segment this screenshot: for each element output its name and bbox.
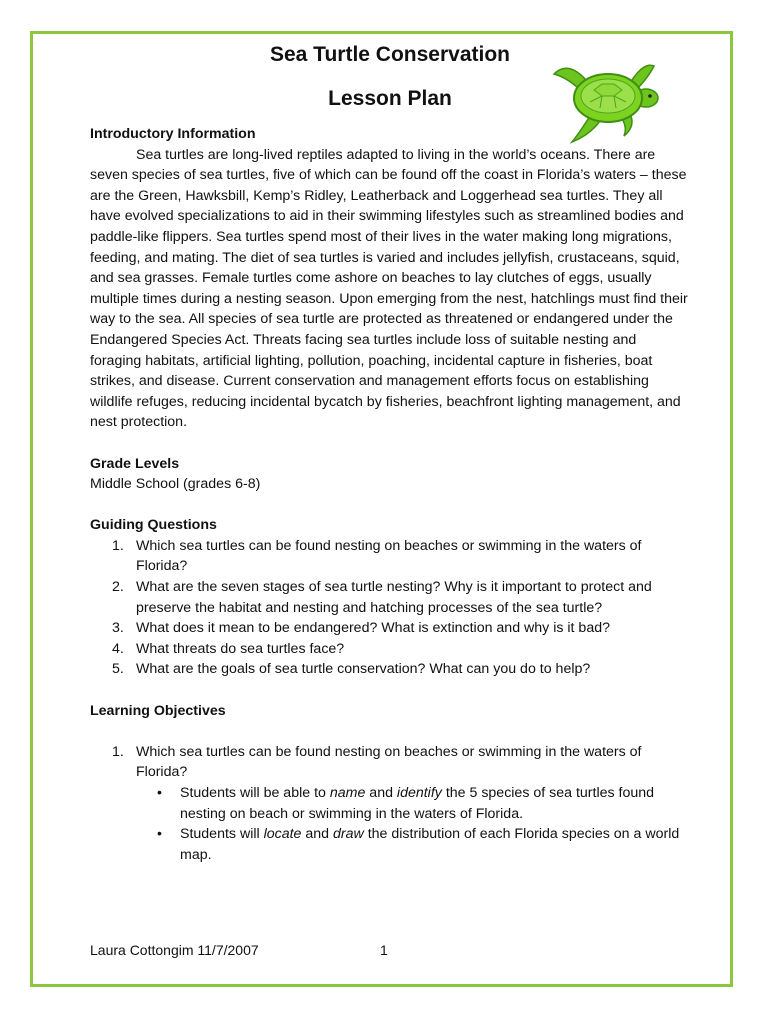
list-item: [90, 577, 690, 618]
emphasis-text: identify: [396, 785, 442, 801]
page-number: 1: [380, 942, 388, 958]
bullet-text: the distribution of each Florida species on a world map.: [180, 826, 680, 863]
emphasis-text: draw: [333, 826, 364, 843]
bullet-item: [90, 783, 690, 824]
bullet-text: and: [301, 826, 334, 843]
question-text: What does it mean to be endangered? What is extinction and why is it bad?: [136, 620, 610, 637]
bullet-item: [90, 824, 690, 865]
guiding-questions-list: [90, 536, 690, 680]
bullet-text: Students will be able to: [180, 785, 330, 801]
list-number: 5.: [112, 661, 124, 678]
list-number: 4.: [112, 640, 124, 657]
list-number: 3.: [112, 620, 124, 637]
grade-text: Middle School (grades 6-8): [90, 476, 261, 493]
intro-heading: Introductory Information: [90, 126, 256, 142]
list-item: [90, 618, 690, 639]
objective-text: Which sea turtles can be found nesting on beaches or swimming in the waters of Florida?: [136, 743, 642, 781]
list-number: 1.: [112, 743, 124, 760]
grade-heading: Grade Levels: [90, 455, 180, 472]
list-item: [90, 639, 690, 660]
bullet-text: the 5 species of sea turtles found nesting on beach or swimming in the waters of Florida.: [180, 785, 655, 822]
document-body: [90, 38, 690, 865]
list-item: [90, 659, 690, 680]
list-item: [90, 742, 690, 783]
bullet-text: and: [365, 785, 397, 801]
questions-heading: Guiding Questions: [90, 517, 217, 534]
bullet-text: Students will: [180, 826, 264, 843]
footer-author: Laura Cottongim 11/7/2007: [90, 942, 259, 958]
bullet-icon: •: [157, 785, 162, 801]
list-number: 1.: [112, 537, 124, 554]
learning-objectives-list: [90, 742, 690, 783]
question-text: What are the seven stages of sea turtle nesting? Why is it important to protect and preserve the habitat and nesting and hatching processes of the sea turtle?: [136, 579, 652, 616]
question-text: Which sea turtles can be found nesting on beaches or swimming in the waters of Florida?: [136, 537, 642, 575]
page-title: Sea Turtle Conservation: [269, 43, 510, 66]
objectives-heading: Learning Objectives: [90, 702, 226, 719]
bullet-icon: •: [157, 826, 162, 843]
question-text: What threats do sea turtles face?: [136, 640, 345, 657]
emphasis-text: name: [329, 785, 366, 801]
intro-paragraph: Sea turtles are long-lived reptiles adapted to living in the world’s oceans. There are seven species of sea turtles, five of which can be found off the coast in Florida’s waters – these are the Green, Hawksbill, Kemp’s Ridley, Leatherback and Loggerhead sea turtles. They all have evolved specializations to aid in their swimming lifestyles such as streamlined bodies and paddle-like flippers. Sea turtles spend most of their lives in the water making long migrations, feeding, and mating. The diet of sea turtles is varied and includes jellyfish, crustaceans, squid, and sea grasses. Female turtles come ashore on beaches to lay clutches of eggs, usually multiple times during a nesting season. Upon emerging from the nest, hatchlings must find their way to the sea. All species of sea turtle are protected as threatened or endangered under the Endangered Species Act. Threats facing sea turtles include loss of suitable nesting and foraging habitats, artificial lighting, pollution, poaching, incidental capture in fisheries, boat strikes, and disease. Current conservation and management efforts focus on establishing wildlife refuges, reducing incidental bycatch by fisheries, beachfront lighting management, and nest protection.: [90, 146, 688, 431]
question-text: What are the goals of sea turtle conservation? What can you do to help?: [136, 661, 591, 678]
emphasis-text: locate: [263, 826, 302, 843]
objective-bullets: [90, 783, 690, 865]
list-item: [90, 536, 690, 577]
page-subtitle: Lesson Plan: [328, 87, 452, 110]
list-number: 2.: [112, 579, 124, 596]
